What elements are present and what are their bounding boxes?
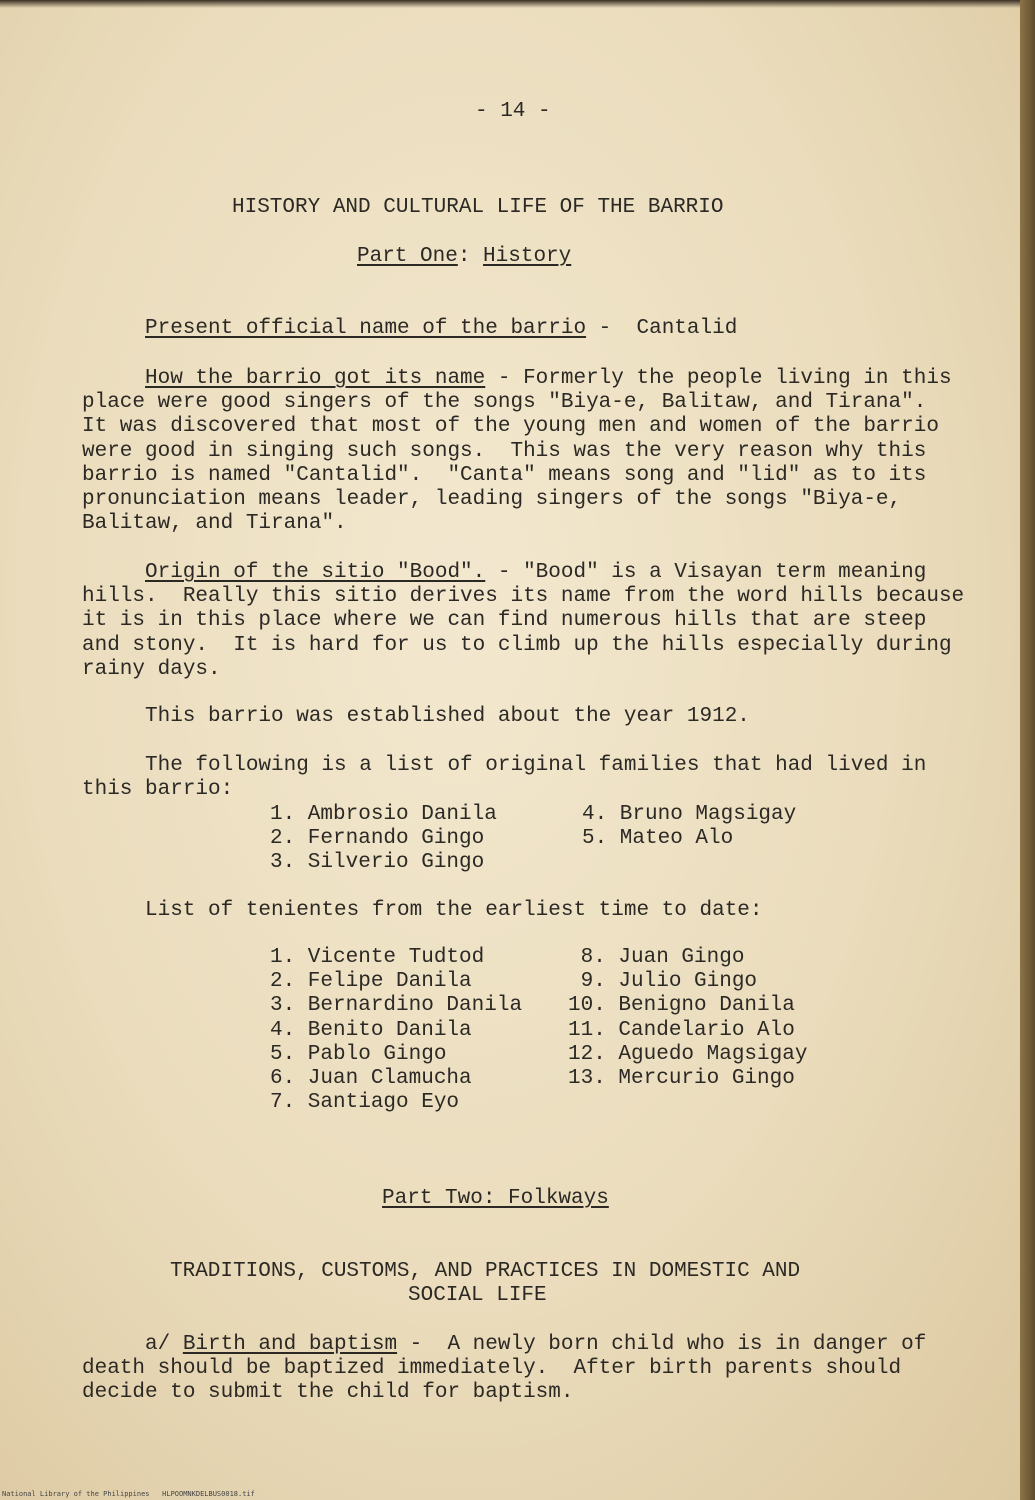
- main-title: HISTORY AND CULTURAL LIFE OF THE BARRIO: [232, 196, 724, 219]
- name-origin-line: place were good singers of the songs "Biya-e, Balitaw, and Tirana".: [82, 391, 927, 415]
- official-name-separator: -: [586, 317, 637, 340]
- list-item: 3. Bernardino Danila: [270, 994, 523, 1018]
- sitio-origin-line: rainy days.: [82, 657, 221, 681]
- birth-line: - A newly born child who is in danger of: [397, 1333, 927, 1356]
- sitio-origin-line: it is in this place where we can find numerous hills that are steep: [82, 609, 927, 633]
- sitio-origin-heading: Origin of the sitio "Bood".: [145, 561, 486, 584]
- families-list-col2: [582, 803, 796, 851]
- sitio-origin-line: - "Bood" is a Visayan term meaning: [485, 561, 927, 584]
- official-name-label: Present official name of the barrio: [145, 317, 587, 340]
- part-one-topic: History: [483, 245, 572, 268]
- name-origin-line: - Formerly the people living in this: [485, 367, 952, 390]
- name-origin-paragraph: [82, 367, 962, 536]
- list-item: 4. Benito Danila: [270, 1018, 472, 1042]
- list-item: 6. Juan Clamucha: [270, 1067, 472, 1091]
- part-one-heading: [357, 245, 571, 269]
- list-item: 11. Candelario Alo: [568, 1018, 795, 1042]
- part-one-colon: :: [457, 245, 484, 268]
- name-origin-line: were good in singing such songs. This was the very reason why this: [82, 439, 927, 463]
- sitio-origin-line: and stony. It is hard for us to climb up the hills especially during: [82, 633, 952, 657]
- sitio-origin-paragraph: [82, 561, 965, 682]
- families-intro: [82, 754, 962, 802]
- name-origin-heading: How the barrio got its name: [145, 367, 486, 390]
- scan-footer: National Library of the Philippines HLPOOMNKDELBUS0018.tif: [2, 1490, 255, 1498]
- part-one-label: Part One: [357, 245, 458, 268]
- list-item: 1. Ambrosio Danila: [270, 803, 497, 826]
- official-name-line: [145, 317, 737, 341]
- list-item: 13. Mercurio Gingo: [568, 1067, 795, 1091]
- list-item: 8. Juan Gingo: [568, 946, 745, 969]
- list-item: 2. Felipe Danila: [270, 970, 472, 994]
- list-item: 4. Bruno Magsigay: [582, 803, 797, 826]
- tenientes-list-col1: [270, 946, 522, 1115]
- birth-line: decide to submit the child for baptism.: [82, 1381, 574, 1405]
- birth-paragraph: [82, 1333, 962, 1406]
- name-origin-line: pronunciation means leader, leading singers of the songs "Biya-e,: [82, 488, 902, 512]
- families-intro-line: The following is a list of original families that had lived in: [145, 754, 927, 777]
- birth-heading: Birth and baptism: [182, 1333, 398, 1356]
- families-list-col1: [270, 803, 497, 876]
- families-intro-line: this barrio:: [82, 778, 234, 802]
- part-two-heading: Part Two: Folkways: [382, 1187, 609, 1210]
- list-item: 1. Vicente Tudtod: [270, 946, 485, 969]
- page-top-shadow: [0, 0, 1020, 8]
- traditions-title-line1: TRADITIONS, CUSTOMS, AND PRACTICES IN DOMESTIC AND: [170, 1260, 801, 1283]
- official-name-value: Cantalid: [636, 317, 738, 340]
- name-origin-line: barrio is named "Cantalid". "Canta" means song and "lid" as to its: [82, 463, 927, 487]
- page-number: - 14 -: [475, 100, 551, 123]
- list-item: 12. Aguedo Magsigay: [568, 1042, 808, 1066]
- list-item: 7. Santiago Eyo: [270, 1091, 460, 1115]
- list-item: 3. Silverio Gingo: [270, 851, 485, 875]
- list-item: 10. Benigno Danila: [568, 994, 795, 1018]
- name-origin-line: It was discovered that most of the young men and women of the barrio: [82, 415, 939, 439]
- birth-line: death should be baptized immediately. After birth parents should: [82, 1357, 902, 1381]
- name-origin-line: Balitaw, and Tirana".: [82, 512, 347, 536]
- established-line: This barrio was established about the year 1912.: [145, 705, 750, 728]
- traditions-title-line2: SOCIAL LIFE: [408, 1284, 547, 1307]
- list-item: 5. Pablo Gingo: [270, 1042, 447, 1066]
- tenientes-intro: List of tenientes from the earliest time to date:: [145, 899, 763, 922]
- list-item: 9. Julio Gingo: [568, 970, 758, 994]
- page-right-edge: [1020, 0, 1035, 1500]
- list-item: 5. Mateo Alo: [582, 827, 734, 851]
- sitio-origin-line: hills. Really this sitio derives its name from the word hills because: [82, 585, 965, 609]
- tenientes-list-col2: [568, 946, 807, 1091]
- birth-marker: a/: [145, 1333, 183, 1356]
- list-item: 2. Fernando Gingo: [270, 827, 485, 851]
